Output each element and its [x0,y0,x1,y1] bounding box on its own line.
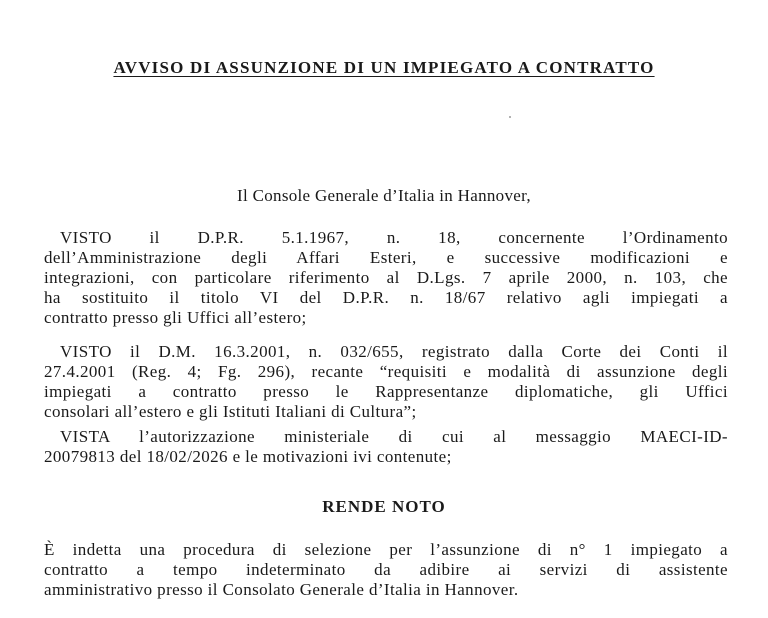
paragraph-line: amministrativo presso il Consolato Generale d’Italia in Hannover. [44,580,519,599]
paragraph-line: contratto presso gli Uffici all’estero; [44,308,307,327]
scan-speck [509,116,511,118]
paragraph-line: VISTO il D.P.R. 5.1.1967, n. 18, concernente l’Ordinamento [60,228,728,247]
paragraph-line: ha sostituito il titolo VI del D.P.R. n. 18/67 relativo agli impiegati a [44,288,728,307]
paragraph-visto-dpr [44,228,728,328]
section-heading: RENDE NOTO [322,497,446,516]
paragraph-line: contratto a tempo indeterminato da adibire ai servizi di assistente [44,560,728,579]
paragraph-vista-autorizzazione [44,427,728,467]
paragraph-line: VISTO il D.M. 16.3.2001, n. 032/655, registrato dalla Corte dei Conti il [60,342,728,361]
paragraph-line: È indetta una procedura di selezione per l’assunzione di n° 1 impiegato a [44,540,728,559]
paragraph-notice [44,540,728,600]
paragraph-line: 27.4.2001 (Reg. 4; Fg. 296), recante “requisiti e modalità di assunzione degli [44,362,728,381]
paragraph-line: impiegati a contratto presso le Rappresentanze diplomatiche, gli Uffici [44,382,728,401]
paragraph-line: consolari all’estero e gli Istituti Italiani di Cultura”; [44,402,417,421]
issuer-line: Il Console Generale d’Italia in Hannover, [237,186,531,205]
paragraph-line: 20079813 del 18/02/2026 e le motivazioni ivi contenute; [44,447,452,466]
paragraph-line: dell’Amministrazione degli Affari Esteri, e successive modificazioni e [44,248,728,267]
paragraph-line: VISTA l’autorizzazione ministeriale di cui al messaggio MAECI-ID- [60,427,728,446]
paragraph-line: integrazioni, con particolare riferimento al D.Lgs. 7 aprile 2000, n. 103, che [44,268,728,287]
document-title: AVVISO DI ASSUNZIONE DI UN IMPIEGATO A CONTRATTO [113,58,655,77]
paragraph-visto-dm [44,342,728,422]
